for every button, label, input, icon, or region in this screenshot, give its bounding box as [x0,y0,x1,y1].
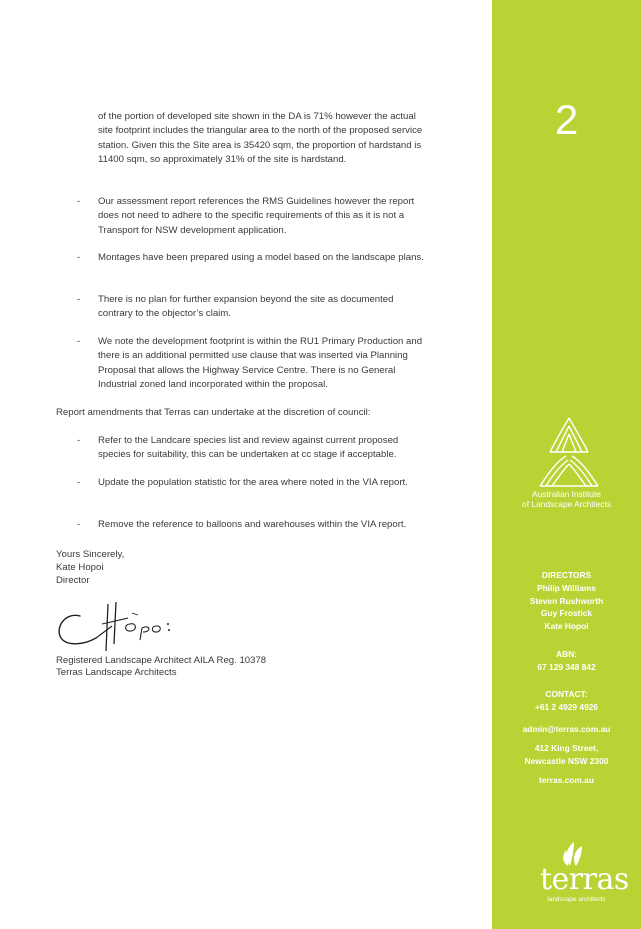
bullet-text: Refer to the Landcare species list and review against current proposed species for suitability, this can be undertaken at cc stage if acceptable. [98,435,399,461]
bullet-marker: - [77,336,81,347]
registration-block [56,655,266,680]
signatory-name: Kate Hopoi [56,562,104,574]
terras-tagline: landscape architects [547,896,606,903]
terras-wordmark: terras [540,862,629,897]
bullet-text: There is no plan for further expansion beyond the site as documented contrary to the objector’s claim. [98,294,394,320]
bullet-text: Remove the reference to balloons and warehouses within the VIA report. [98,519,407,530]
abn-block [492,648,641,674]
email-link[interactable]: admin@terras.com.au [522,724,611,734]
contact-block [492,688,641,714]
bullet-marker: - [77,196,81,207]
aila-caption [492,489,641,510]
continuation-paragraph: of the portion of developed site shown in the DA is 71% however the actual site footprint includes the triangular area to the north of the proposed service station. Given this the Site area is 35420 sqm, the proportion of hardstand is 11400 sqm, so approximately 31% of the site is hardstand. [98,111,423,166]
sidebar [492,0,641,929]
company-name: Terras Landscape Architects [56,667,177,679]
registration-text: Registered Landscape Architect AILA Reg. 10378 [56,655,267,666]
signatory-title: Director [56,575,90,587]
address-line-1: 412 King Street, [534,743,599,753]
director-name: Kate Hopoi [544,621,589,632]
bullet-marker: - [77,252,81,263]
directors-block [492,569,641,633]
page-number: 2 [554,96,579,143]
aila-logo-icon [536,416,602,492]
abn-heading: ABN: [556,649,577,659]
aila-line-1: Australian Institute [532,489,601,499]
bullet-text: Montages have been prepared using a model based on the landscape plans. [98,252,424,263]
bullet-text: Our assessment report references the RMS Guidelines however the report does not need to adhere to the specific requirements of this as it is not a Transport for NSW development application. [98,196,415,236]
sign-off [56,548,124,588]
director-name: Philip Williams [536,582,597,593]
director-name: Steven Rushworth [529,595,604,606]
address-line-2: Newcastle NSW 2300 [524,755,609,766]
aila-line-2: of Landscape Architects [522,499,611,510]
amendments-intro: Report amendments that Terras can undertake at the discretion of council: [56,407,371,418]
bullet-text: We note the development footprint is within the RU1 Primary Production and there is an additional permitted use clause that was inserted via Planning Proposal that allows the Highway Service Centre. There is no General Industrial zoned land incorporated within the proposal. [98,336,423,391]
signature-image [52,596,182,656]
contact-heading: CONTACT: [545,689,588,699]
website-link[interactable]: terras.com.au [539,775,594,785]
abn-number: 67 129 348 842 [537,661,596,672]
bullet-marker: - [77,477,81,488]
bullet-marker: - [77,519,81,530]
address-block [492,742,641,768]
director-name: Guy Frostick [540,608,593,619]
contact-phone[interactable]: +61 2 4929 4926 [534,701,599,712]
bullet-marker: - [77,435,81,446]
closing-salutation: Yours Sincerely, [56,549,125,560]
directors-heading: DIRECTORS [541,570,592,580]
bullet-text: Update the population statistic for the area where noted in the VIA report. [98,477,408,488]
bullet-marker: - [77,294,81,305]
